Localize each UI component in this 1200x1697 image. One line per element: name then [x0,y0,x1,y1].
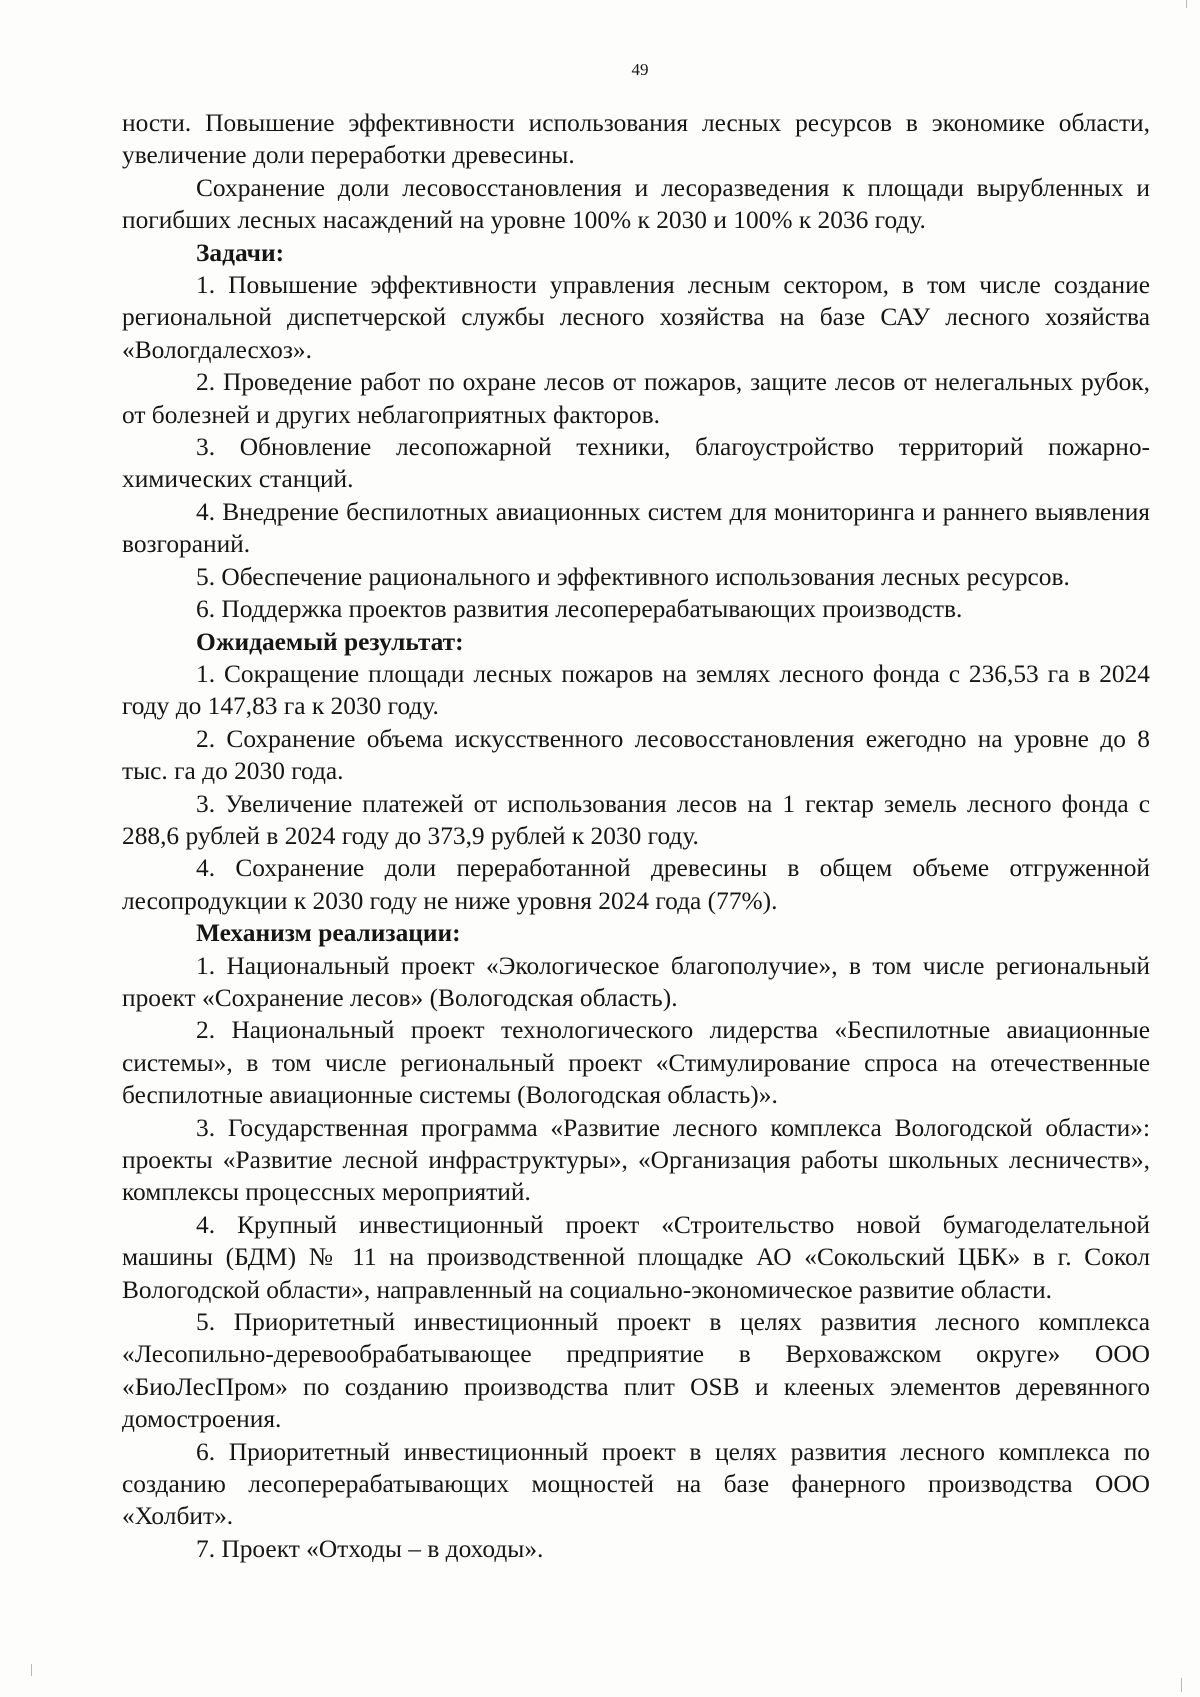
mechanism-item: 7. Проект «Отходы – в доходы». [196,1534,544,1563]
mechanism-heading: Механизм реализации: [196,919,461,948]
page-number: 49 [631,60,649,79]
result-item: 3. Увеличение платежей от использования лесов на 1 гектар земель лесного фонда с 288,6 рублей в 2024 году до 373,9 рублей к 2030 году. [122,789,1150,850]
mechanism-item: 3. Государственная программа «Развитие лесного комплекса Вологодской области»: проекты «Развитие лесной инфраструктуры», «Организация работы школьных лесничеств», комплексы процессных мероприятий. [122,1113,1150,1207]
result-item: 2. Сохранение объема искусственного лесовосстановления ежегодно на уровне до 8 тыс. га до 2030 года. [122,724,1150,786]
task-item: 4. Внедрение беспилотных авиационных систем для мониторинга и раннего выявления возгораний. [122,497,1150,559]
task-item: 3. Обновление лесопожарной техники, благоустройство территорий пожарно-химических станций. [122,433,1150,494]
tasks-heading: Задачи: [196,238,285,267]
task-item: 6. Поддержка проектов развития лесоперерабатывающих производств. [196,595,963,624]
paragraph: Сохранение доли лесовосстановления и лесоразведения к площади вырубленных и погибших лесных насаждений на уровне 100% к 2030 и 100% к 2036 году. [122,173,1150,235]
mechanism-item: 1. Национальный проект «Экологическое благополучие», в том числе региональный проект «Сохранение лесов» (Вологодская область). [122,951,1150,1012]
mechanism-item: 5. Приоритетный инвестиционный проект в целях развития лесного комплекса «Лесопильно-деревообрабатывающее предприятие в Верховажском округе» ООО «БиоЛесПром» по созданию производства плит OSB и клееных элементов деревянного домостроения. [122,1308,1150,1434]
mechanism-item: 2. Национальный проект технологического лидерства «Беспилотные авиационные системы», в том числе региональный проект «Стимулирование спроса на отечественные беспилотные авиационные системы (Вологодская область)». [122,1016,1150,1110]
task-item: 1. Повышение эффективности управления лесным сектором, в том числе создание региональной диспетчерской службы лесного хозяйства на базе САУ лесного хозяйства «Вологдалесхоз». [122,271,1150,364]
results-heading: Ожидаемый результат: [196,627,464,656]
document-body [122,107,1150,1565]
result-item: 4. Сохранение доли переработанной древесины в общем объеме отгруженной лесопродукции к 2030 году не ниже уровня 2024 года (77%). [122,854,1150,915]
task-item: 5. Обеспечение рационального и эффективного использования лесных ресурсов. [196,562,1070,591]
scan-edge-mark [31,1664,32,1676]
scan-edge-mark [1181,1678,1182,1692]
result-item: 1. Сокращение площади лесных пожаров на землях лесного фонда с 236,53 га в 2024 году до 147,83 га к 2030 году. [122,659,1150,721]
task-item: 2. Проведение работ по охране лесов от пожаров, защите лесов от нелегальных рубок, от болезней и других неблагоприятных факторов. [122,368,1150,429]
scan-edge-mark [1186,0,1187,8]
paragraph-continuation: ности. Повышение эффективности использования лесных ресурсов в экономике области, увеличение доли переработки древесины. [122,109,1150,170]
mechanism-item: 6. Приоритетный инвестиционный проект в целях развития лесного комплекса по созданию лесоперерабатывающих мощностей на базе фанерного производства ООО «Холбит». [122,1437,1150,1531]
mechanism-item: 4. Крупный инвестиционный проект «Строительство новой бумагоделательной машины (БДМ) № 11 на производственной площадке АО «Сокольский ЦБК» в г. Сокол Вологодской области», направленный на социально-экономическое развитие области. [122,1210,1150,1304]
